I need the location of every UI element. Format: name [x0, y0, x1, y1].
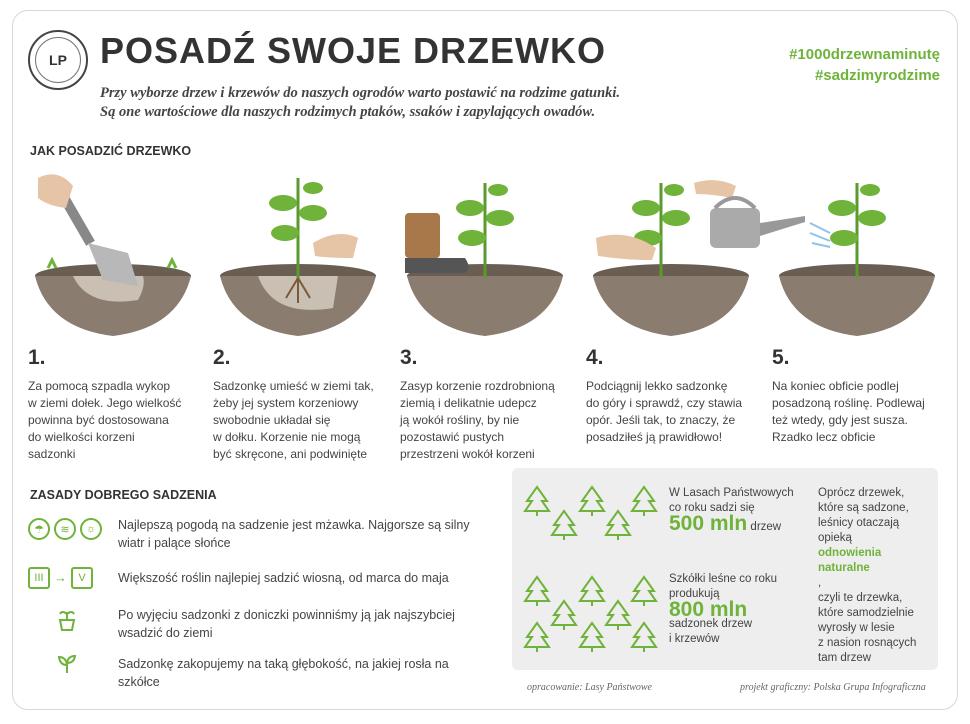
sprout-icon-wrap — [56, 653, 78, 675]
calendar-may-icon: V — [71, 567, 93, 589]
step-number: 1. — [28, 346, 46, 369]
stat-nursery-label: Szkółki leśne co roku produkują — [669, 573, 778, 600]
rule-text: Większość roślin najlepiej sadzić wiosną, od marca do maja — [118, 571, 449, 585]
rule-text: Po wyjęciu sadzonki z doniczki powinniśmy ją jak najszybciej wsadzić do ziemi — [118, 608, 455, 640]
calendar-march-icon: III — [28, 567, 50, 589]
rule-season-text — [118, 569, 488, 587]
shovel-digging-illustration — [28, 168, 198, 343]
step-description: Zasyp korzenie rozdrobnioną ziemią i delikatnie udepcz ją wokół rośliny, by nie pozostawić pustych przestrzeni wokół korzeni — [400, 379, 555, 461]
step-description: Na koniec obficie podlej posadzoną roślinę. Podlewaj też wtedy, gdy jest susza. Rzadko lecz obficie — [772, 379, 925, 444]
rule-weather-text — [118, 516, 488, 552]
page-title: POSADŹ SWOJE DRZEWKO — [100, 30, 607, 71]
no-wind-icon: ≋ — [54, 518, 76, 540]
hashtag-sadzimyrodzime[interactable]: #sadzimyrodzime — [814, 67, 940, 84]
rule-text: Najlepszą pogodą na sadzenie jest mżawka. Najgorsze są silny wiatr i palące słońce — [118, 518, 470, 550]
note-rest: , czyli te drzewka, które samodzielnie wyrosły w lesie z nasion rosnących tam drzew — [818, 577, 917, 664]
hashtag-1000drzew[interactable]: #1000drzewnaminutę — [789, 46, 940, 63]
lasy-panstwowe-logo — [28, 30, 88, 90]
step-1 — [28, 168, 198, 468]
sprout-icon — [56, 653, 78, 675]
step-number: 2. — [213, 346, 231, 369]
stat-nursery — [669, 572, 809, 647]
footer-credit-right: projekt graficzny: Polska Grupa Infograficzna — [740, 682, 926, 693]
footer-credit-left: opracowanie: Lasy Państwowe — [527, 682, 652, 693]
step-number: 4. — [586, 346, 604, 369]
stat-planted — [669, 486, 809, 535]
boot-pressing-soil-illustration — [400, 168, 570, 343]
step-description: Za pomocą szpadla wykop w ziemi dołek. Jego wielkość powinna być dostosowana do wielkości korzeni sadzonki — [28, 379, 182, 461]
seedling-in-hole-illustration — [213, 168, 383, 343]
weather-icons — [28, 518, 102, 540]
pot-icon-wrap — [56, 608, 78, 632]
subtitle — [100, 84, 620, 122]
note-intro: Oprócz drzewek, które są sadzone, leśnicy otaczają opieką — [818, 487, 909, 544]
step-2 — [213, 168, 383, 468]
stat-planted-number: 500 mln — [669, 512, 748, 535]
season-icons — [28, 567, 93, 589]
step-description: Sadzonkę umieść w ziemi tak, żeby jej system korzeniowy swobodnie układał się w dołku. Korzenie nie mogą być skręcone, ani podwinięte — [213, 379, 374, 461]
stat-nursery-unit: sadzonek drzew i krzewów — [669, 618, 753, 645]
hashtags — [789, 44, 940, 86]
subtitle-line-2: Są one wartościowe dla naszych rodzimych ptaków, ssaków i zapylających owadów. — [100, 104, 596, 120]
step-3 — [400, 168, 570, 468]
tree-icons-group — [522, 485, 662, 655]
step-number: 5. — [772, 346, 790, 369]
no-sun-icon: ☼ — [80, 518, 102, 540]
seedling-pot-icon — [56, 608, 78, 632]
rule-pot-text — [118, 606, 488, 642]
arrow-right-icon: → — [54, 570, 67, 585]
subtitle-line-1: Przy wyborze drzew i krzewów do naszych ogrodów warto postawić na rodzime gatunki. — [100, 85, 621, 101]
rule-depth-text — [118, 655, 488, 691]
step-description: Podciągnij lekko sadzonkę do góry i sprawdź, czy stawia opór. Jeśli tak, to znaczy, że posadziłeś ją prawidłowo! — [586, 379, 743, 444]
drizzle-icon: ☂ — [28, 518, 50, 540]
how-to-heading: JAK POSADZIĆ DRZEWKO — [30, 144, 192, 158]
stat-planted-label: W Lasach Państwowych co roku sadzi się — [669, 487, 794, 514]
watering-can-icon — [700, 188, 810, 258]
stat-nursery-number: 800 mln — [669, 598, 748, 621]
rule-text: Sadzonkę zakopujemy na taką głębokość, na jakiej rosła na szkółce — [118, 657, 449, 689]
rules-heading: ZASADY DOBREGO SADZENIA — [30, 488, 217, 502]
stat-planted-unit: drzew — [750, 521, 782, 533]
step-number: 3. — [400, 346, 418, 369]
logo-emblem-icon: LP — [35, 37, 81, 83]
natural-regeneration-note — [818, 486, 936, 666]
note-highlight: odnowienia naturalne — [818, 547, 882, 574]
